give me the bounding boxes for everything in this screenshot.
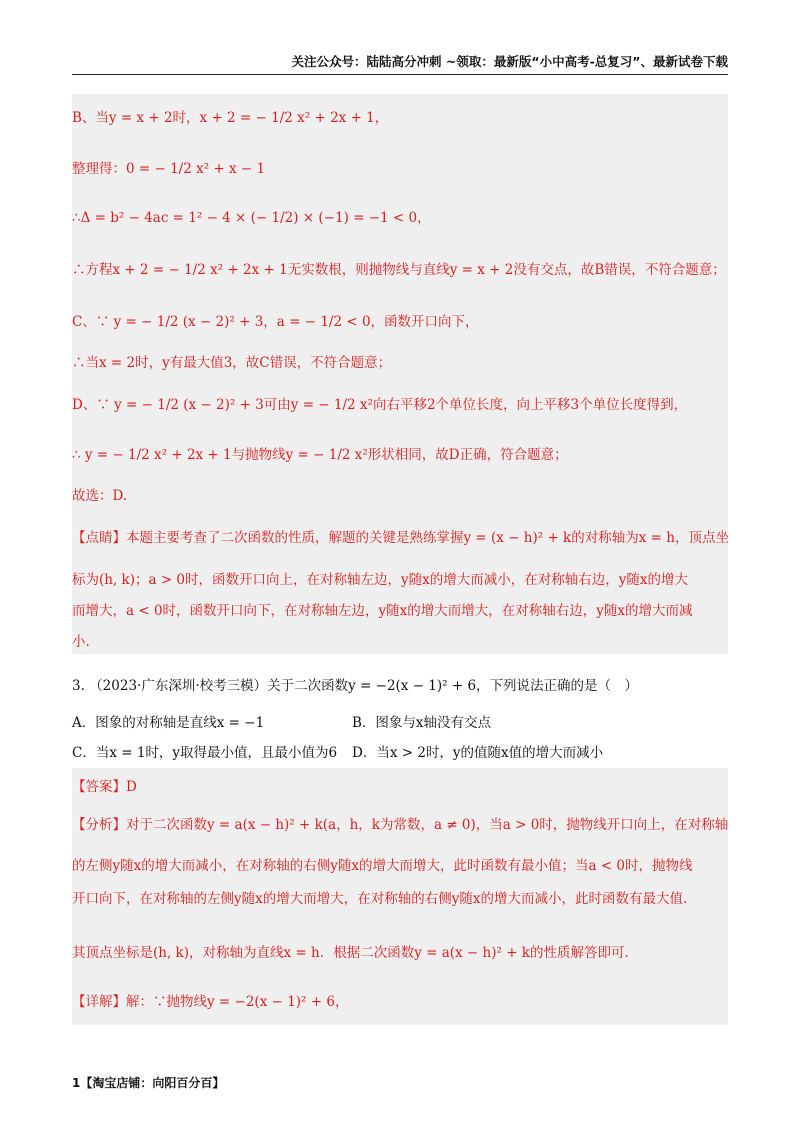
text-line: 【分析】对于二次函数y = a(x − h)² + k(a，h，k为常数，a ≠ 0)，当a > 0时，抛物线开口向上，在对称轴: [72, 817, 729, 833]
text-line: D、∵ y = − 1/2 (x − 2)² + 3可由y = − 1/2 x²向右平移2个单位长度，向上平移3个单位长度得到，: [72, 397, 688, 413]
text-line: 而增大，a < 0时，函数开口向下，在对称轴左边，y随x的增大而增大，在对称轴右边，y随x的增大而减: [72, 603, 693, 619]
page-header: 关注公众号：陆陆高分冲刺 ~领取：最新版“小中高考-总复习”、最新试卷下载: [72, 52, 728, 75]
answer-line: 【答案】D: [72, 779, 137, 795]
text-line: 标为(h, k)；a > 0时，函数开口向上，在对称轴左边，y随x的增大而减小，在对称轴右边，y随x的增大: [72, 572, 689, 588]
text-line: 其顶点坐标是(h, k)，对称轴为直线x = h．根据二次函数y = a(x − h)² + k的性质解答即可.: [72, 945, 629, 961]
text-line: 开口向下，在对称轴的左侧y随x的增大而增大，在对称轴的右侧y随x的增大而减小，此时函数有最大值.: [72, 891, 688, 907]
option-d: D．当x > 2时，y的值随x值的增大而减小: [352, 745, 604, 761]
text-line: 小.: [72, 634, 90, 650]
text-line: 整理得：0 = − 1/2 x² + x − 1: [72, 161, 266, 177]
option-c: C．当x = 1时，y取得最小值，且最小值为6: [72, 745, 338, 761]
page-footer: 1【淘宝店铺：向阳百分百】: [72, 1076, 225, 1090]
text-line: 的左侧y随x的增大而减小，在对称轴的右侧y随x的增大而增大，此时函数有最小值；当a < 0时，抛物线: [72, 858, 693, 874]
text-line: 【详解】解：∵抛物线y = −2(x − 1)² + 6，: [72, 994, 349, 1010]
option-b: B．图象与x轴没有交点: [352, 715, 492, 731]
text-line: B、当y = x + 2时，x + 2 = − 1/2 x² + 2x + 1，: [72, 110, 389, 126]
text-line: C、∵ y = − 1/2 (x − 2)² + 3，a = − 1/2 < 0，函数开口向下，: [72, 314, 479, 330]
question-stem: 3. （2023·广东深圳·校考三模）关于二次函数y = −2(x − 1)² + 6，下列说法正确的是（ ）: [72, 678, 639, 694]
text-line: ∴ y = − 1/2 x² + 2x + 1与抛物线y = − 1/2 x²形状相同，故D正确，符合题意；: [72, 447, 568, 463]
option-a: A．图象的对称轴是直线x = −1: [72, 715, 265, 731]
text-line: 故选：D.: [72, 488, 128, 504]
text-line: ∴Δ = b² − 4ac = 1² − 4 × (− 1/2) × (−1) = −1 < 0，: [72, 210, 431, 226]
solution-block-1: [72, 94, 728, 654]
text-line: 【点睛】本题主要考查了二次函数的性质，解题的关键是熟练掌握y = (x − h)² + k的对称轴为x = h，顶点坐: [72, 530, 729, 546]
text-line: ∴当x = 2时，y有最大值3，故C错误，不符合题意；: [72, 355, 392, 371]
text-line: ∴方程x + 2 = − 1/2 x² + 2x + 1无实数根，则抛物线与直线y = x + 2没有交点，故B错误，不符合题意；: [72, 262, 726, 278]
